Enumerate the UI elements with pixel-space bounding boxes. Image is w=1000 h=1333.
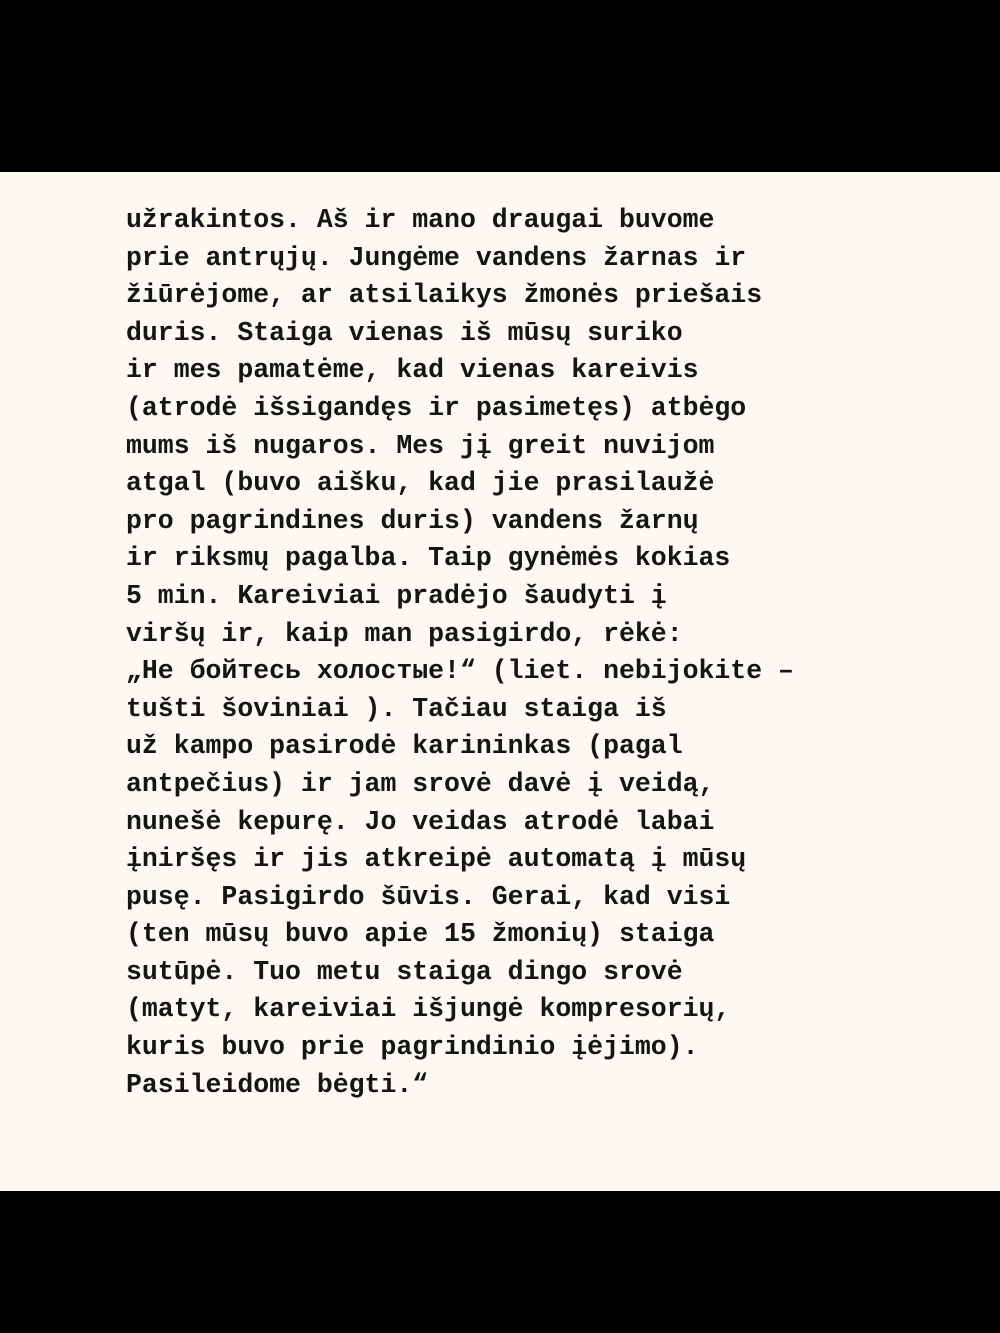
- text-line: viršų ir, kaip man pasigirdo, rėkė:: [126, 618, 683, 649]
- text-line: ir mes pamatėme, kad vienas kareivis: [126, 355, 699, 386]
- document-page: [0, 172, 1000, 1191]
- text-line: pusę. Pasigirdo šūvis. Gerai, kad visi: [126, 881, 731, 912]
- text-line: nunešė kepurę. Jo veidas atrodė labai: [126, 806, 715, 837]
- text-line: kuris buvo prie pagrindinio įėjimo).: [126, 1032, 699, 1063]
- text-line: ir riksmų pagalba. Taip gynėmės kokias: [126, 543, 731, 574]
- text-line: prie antrųjų. Jungėme vandens žarnas ir: [126, 242, 747, 273]
- text-line: Pasileidome bėgti.“: [126, 1069, 429, 1100]
- text-line: žiūrėjome, ar atsilaikys žmonės priešais: [126, 280, 763, 311]
- text-line: atgal (buvo aišku, kad jie prasilaužė: [126, 468, 715, 499]
- text-line: tušti šoviniai ). Tačiau staiga iš: [126, 693, 667, 724]
- text-line: „Не бойтесь холостые!“ (liet. nebijokite –: [126, 656, 794, 687]
- body-text: [126, 202, 986, 1104]
- text-line: 5 min. Kareiviai pradėjo šaudyti į: [126, 580, 667, 611]
- text-line: pro pagrindines duris) vandens žarnų: [126, 505, 699, 536]
- text-line: (atrodė išsigandęs ir pasimetęs) atbėgo: [126, 392, 747, 423]
- text-line: užrakintos. Aš ir mano draugai buvome: [126, 205, 715, 235]
- text-line: (matyt, kareiviai išjungė kompresorių,: [126, 994, 731, 1025]
- text-line: antpečius) ir jam srovė davė į veidą,: [126, 768, 715, 799]
- text-line: (ten mūsų buvo apie 15 žmonių) staiga: [126, 919, 715, 950]
- text-line: už kampo pasirodė karininkas (pagal: [126, 731, 683, 762]
- text-line: įniršęs ir jis atkreipė automatą į mūsų: [126, 844, 747, 875]
- text-line: mums iš nugaros. Mes jį greit nuvijom: [126, 430, 715, 461]
- text-line: duris. Staiga vienas iš mūsų suriko: [126, 317, 683, 348]
- text-line: sutūpė. Tuo metu staiga dingo srovė: [126, 956, 683, 987]
